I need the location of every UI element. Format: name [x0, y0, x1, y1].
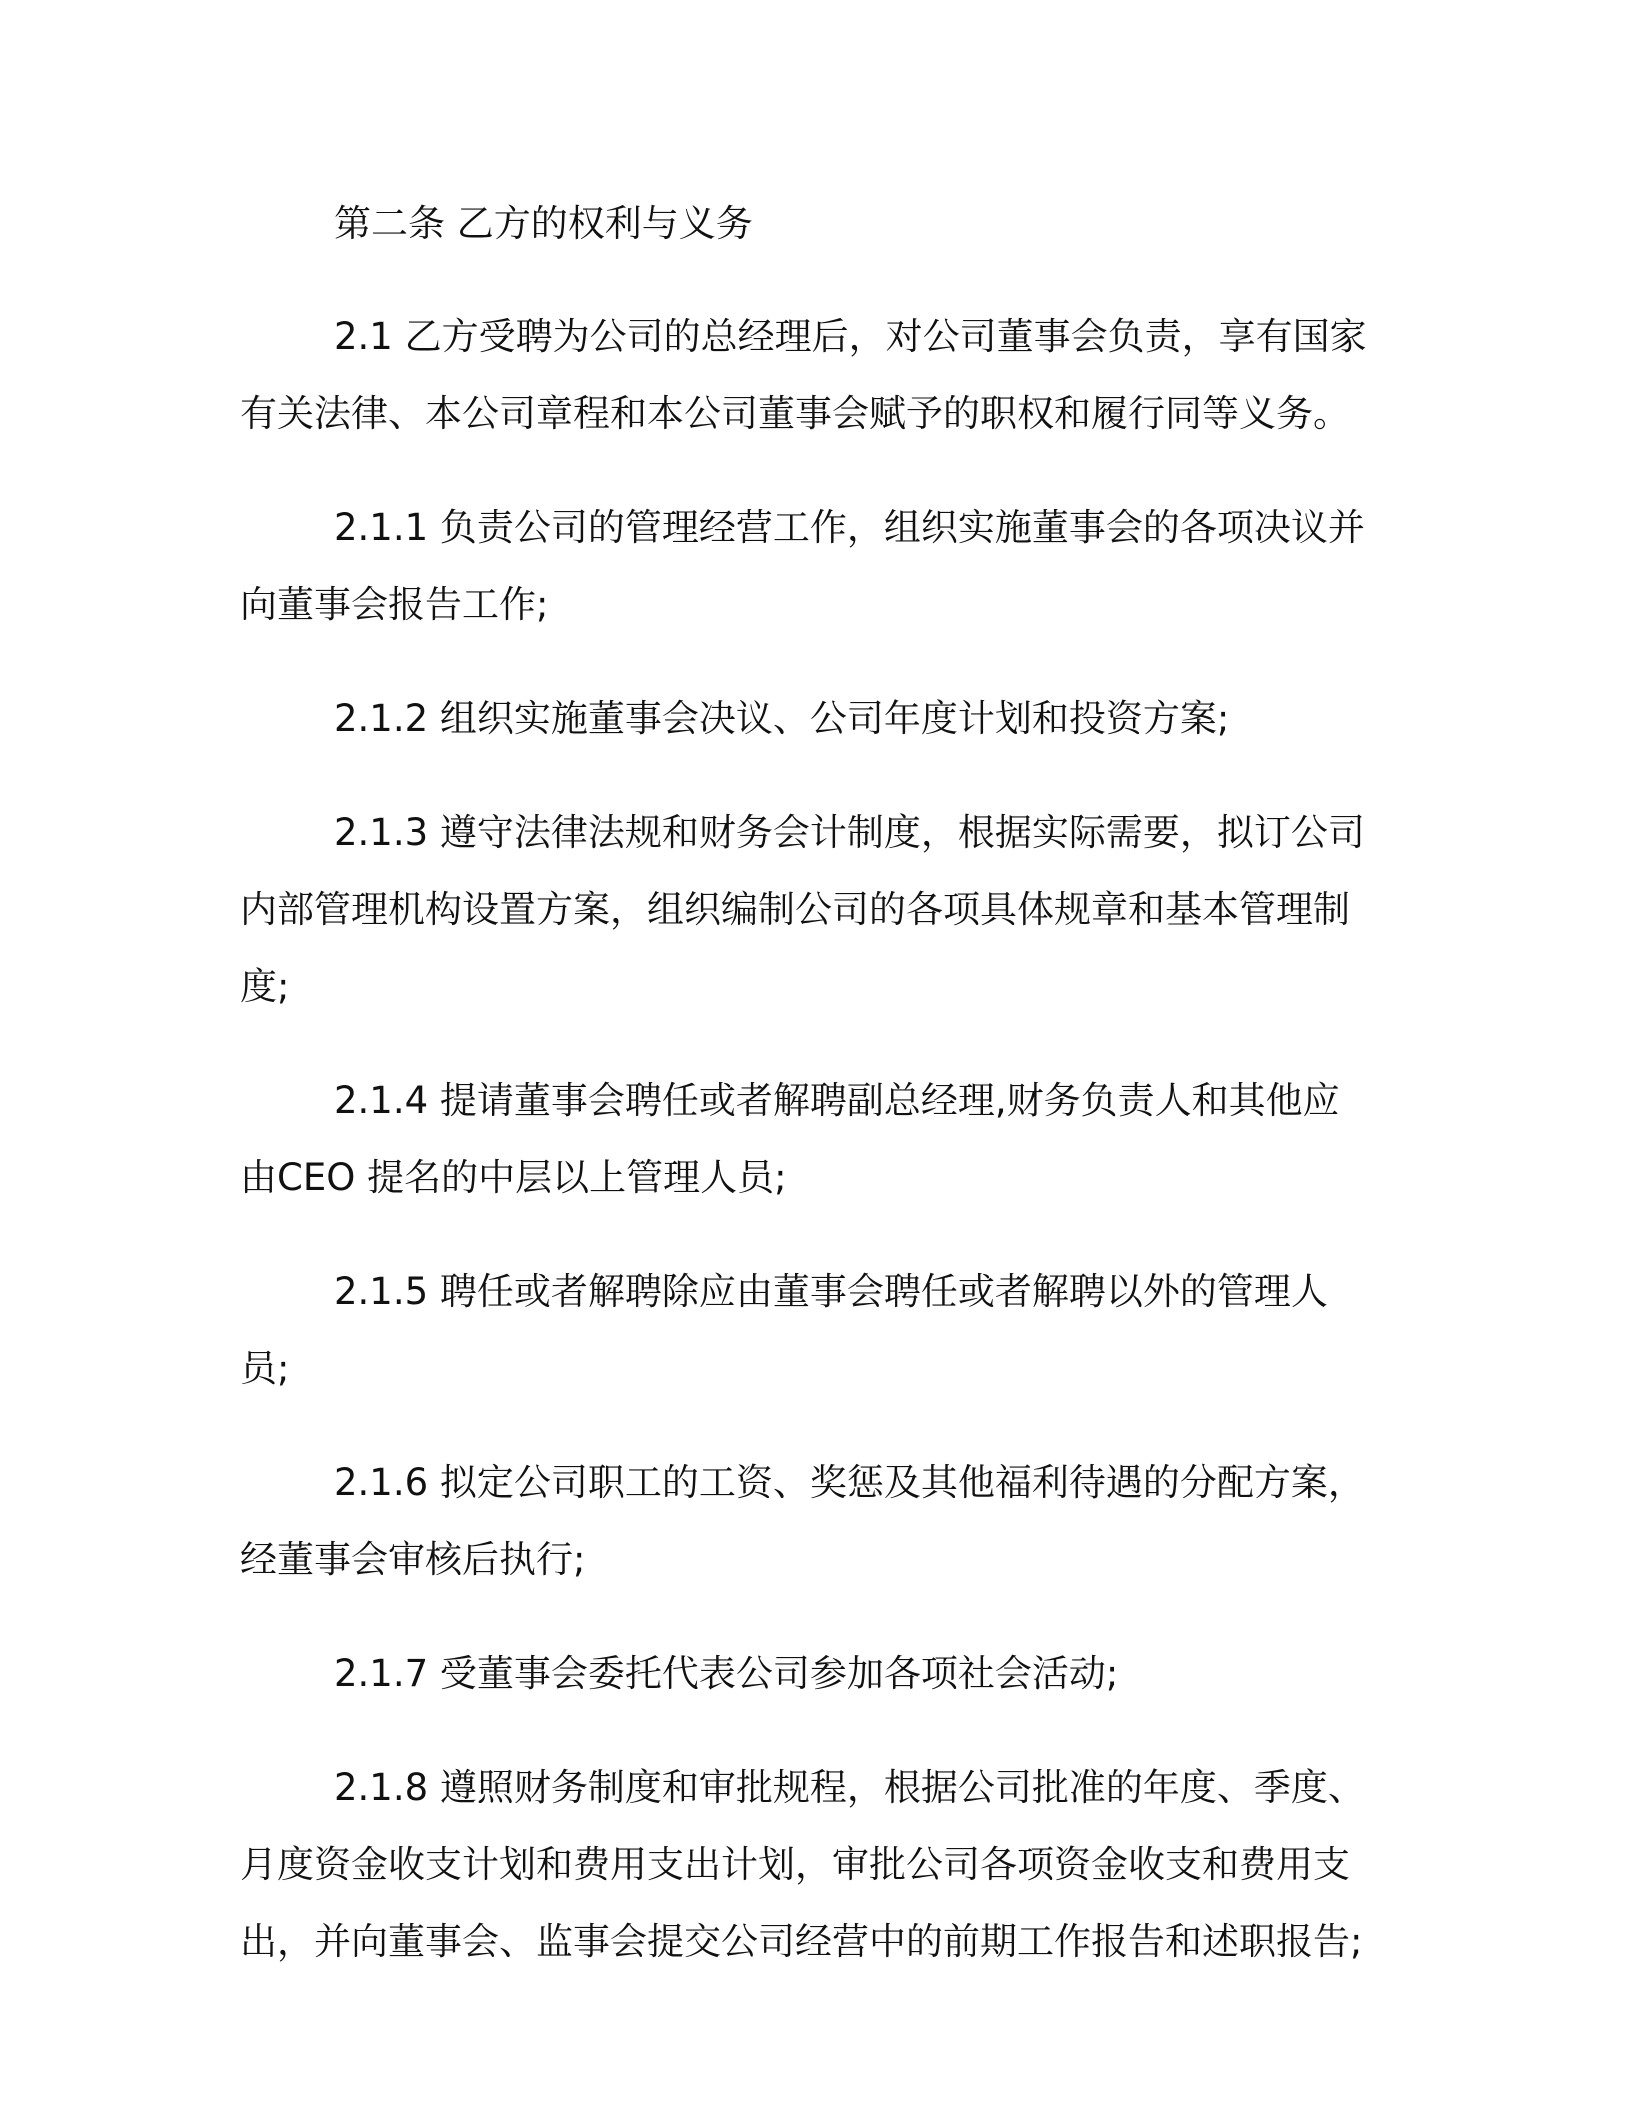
clause-2-1-6: 2.1.6 拟定公司职工的工资、奖惩及其他福利待遇的分配方案，经董事会审核后执行; — [240, 1461, 1365, 1581]
clause-2-1: 2.1 乙方受聘为公司的总经理后，对公司董事会负责，享有国家有关法律、本公司章程和本公司董事会赋予的职权和履行同等义务。 — [240, 315, 1367, 435]
clause-2-1-2: 2.1.2 组织实施董事会决议、公司年度计划和投资方案; — [334, 697, 1230, 740]
clause-2-1-4: 2.1.4 提请董事会聘任或者解聘副总经理,财务负责人和其他应由CEO 提名的中层以上管理人员; — [240, 1079, 1340, 1199]
clause-2-1-7: 2.1.7 受董事会委托代表公司参加各项社会活动; — [334, 1652, 1119, 1695]
document-page — [240, 185, 1370, 2017]
clause-2-1-1: 2.1.1 负责公司的管理经营工作，组织实施董事会的各项决议并向董事会报告工作; — [240, 506, 1365, 626]
clause-2-1-5: 2.1.5 聘任或者解聘除应由董事会聘任或者解聘以外的管理人员; — [240, 1270, 1328, 1390]
article-heading: 第二条 乙方的权利与义务 — [334, 202, 753, 245]
clause-2-1-3: 2.1.3 遵守法律法规和财务会计制度，根据实际需要，拟订公司内部管理机构设置方案，组织编制公司的各项具体规章和基本管理制度; — [240, 811, 1365, 1008]
clause-2-1-8: 2.1.8 遵照财务制度和审批规程，根据公司批准的年度、季度、月度资金收支计划和费用支出计划，审批公司各项资金收支和费用支出，并向董事会、监事会提交公司经营中的前期工作报告和述职报告; — [240, 1766, 1365, 1963]
